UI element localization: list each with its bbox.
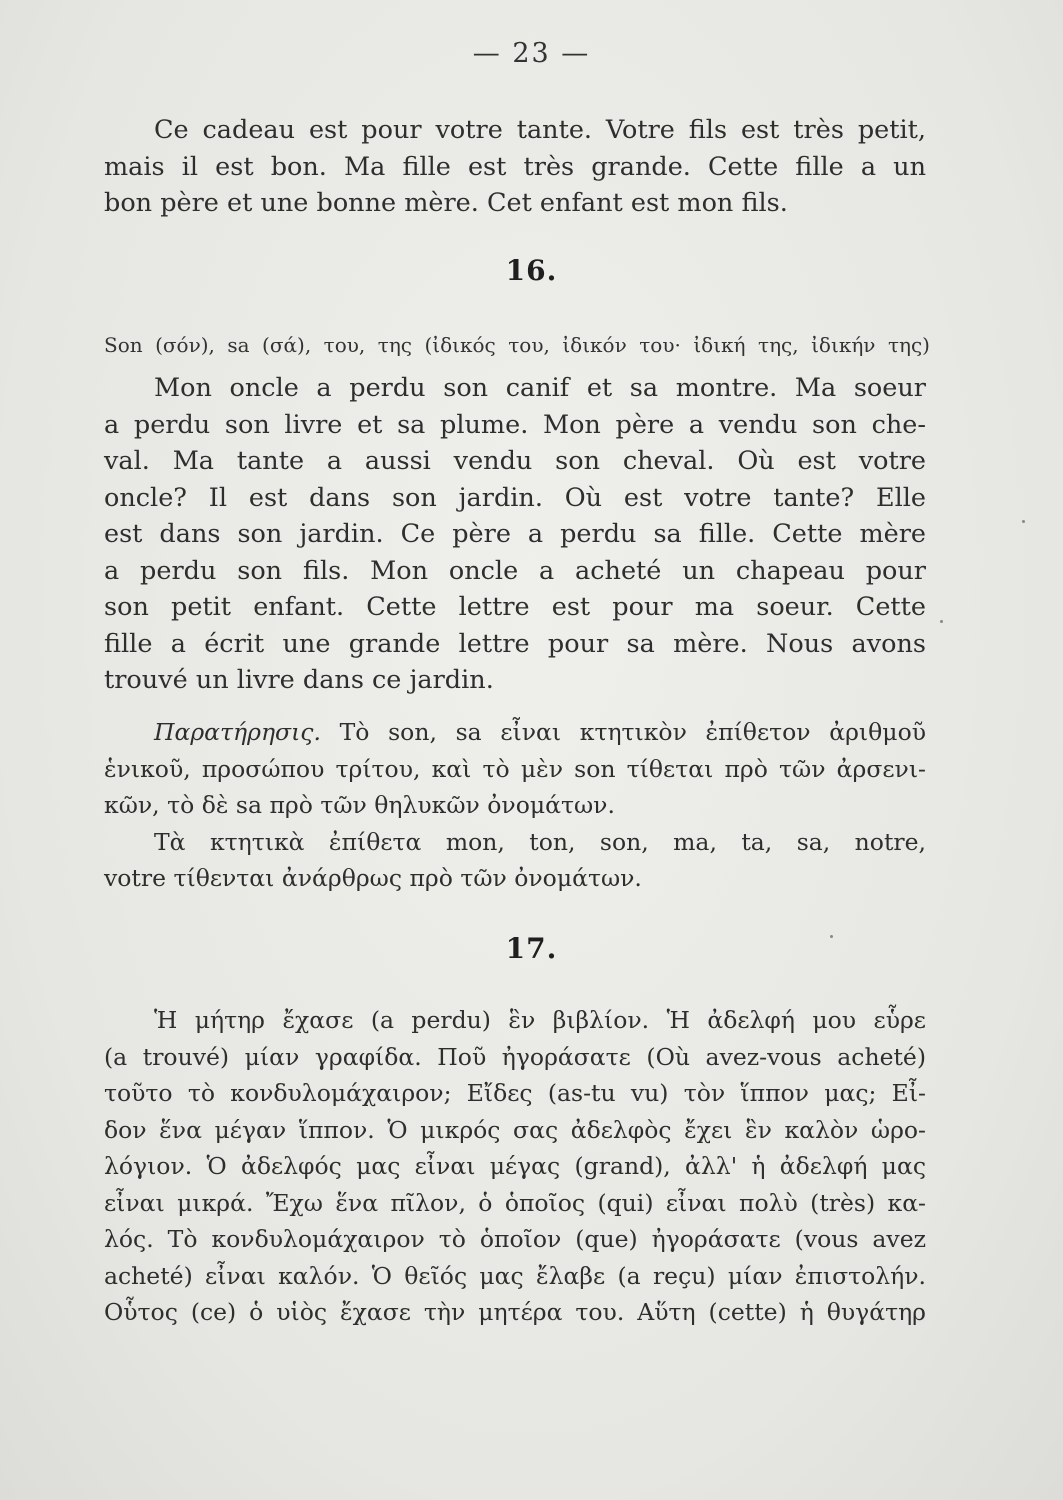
text-line: acheté) εἶναι καλόν. Ὁ θεῖός μας ἔλαβε (a reçu) μίαν ἐπιστολήν. [104,1261,926,1290]
lesson-16-subtitle: Son (σόν), sa (σά), του, της (ἰδικός του, ἰδικόν του· ἰδική της, ἰδικήν της) [104,333,930,357]
remark-line: ἑνικοῦ, προσώπου τρίτου, καὶ τὸ μὲν son τίθεται πρὸ τῶν ἀρσενι- [104,754,926,783]
page-number: — 23 — [472,38,591,69]
exercise-15-text [104,112,926,222]
remark-line: votre τίθενται ἀνάρθρως πρὸ τῶν ὀνομάτων. [104,864,642,892]
text-line: son petit enfant. Cette lettre est pour ma soeur. Cette [104,592,926,622]
text-line: est dans son jardin. Ce père a perdu sa fille. Cette mère [104,519,926,549]
text-line: val. Ma tante a aussi vendu son cheval. Où est votre [104,446,926,476]
remark-label: Παρατήρησις. [154,718,321,746]
paper-speck [830,935,833,938]
text-line: trouvé un livre dans ce jardin. [104,665,494,695]
exercise-16-text [104,370,926,699]
text-line: oncle? Il est dans son jardin. Où est votre tante? Elle [104,482,926,513]
text-line: Mon oncle a perdu son canif et sa montre. Ma soeur [154,373,926,403]
text-line: a perdu son livre et sa plume. Mon père a vendu son che- [104,409,926,440]
text-line: λός. Τὸ κονδυλομάχαιρον τὸ ὁποῖον (que) ἠγοράσατε (vous avez [104,1225,926,1253]
lesson-heading-17: 17. [505,932,558,965]
text-line: τοῦτο τὸ κονδυλομάχαιρον; Εἴδες (as-tu vu) τὸν ἵππον μας; Εἶ- [104,1079,926,1107]
text-line: Οὗτος (ce) ὁ υἱὸς ἔχασε τὴν μητέρα του. Αὕτη (cette) ἡ θυγάτηρ [104,1298,926,1326]
paper-speck [1022,520,1025,523]
text-line: λόγιον. Ὁ ἀδελφός μας εἶναι μέγας (grand), ἀλλ' ἡ ἀδελφή μας [104,1152,926,1180]
grammar-remark [104,714,926,897]
text-line: mais il est bon. Ma fille est très grande. Cette fille a un [104,151,926,182]
paper-speck [940,620,943,623]
text-line: Ἡ μήτηρ ἔχασε (a perdu) ἓν βιβλίον. Ἡ ἀδελφή μου εὗρε [154,1006,926,1034]
remark-line [104,714,926,751]
remark-line-text: Τὸ son, sa εἶναι κτητικὸν ἐπίθετον ἀριθμοῦ [339,718,926,746]
text-line: δον ἕνα μέγαν ἵππον. Ὁ μικρός σας ἀδελφὸς ἔχει ἓν καλὸν ὡρο- [104,1115,926,1144]
text-line: bon père et une bonne mère. Cet enfant est mon fils. [104,188,788,218]
text-line: εἶναι μικρά. Ἔχω ἕνα πῖλον, ὁ ὁποῖος (qui) εἶναι πολὺ (très) κα- [104,1188,926,1217]
remark-line: Τὰ κτητικὰ ἐπίθετα mon, ton, son, ma, ta, sa, notre, [154,827,926,856]
text-line: (a trouvé) μίαν γραφίδα. Ποῦ ἠγοράσατε (Où avez-vous acheté) [104,1042,926,1071]
text-line: fille a écrit une grande lettre pour sa mère. Nous avons [104,628,926,659]
exercise-17-text [104,1002,926,1331]
text-line: Ce cadeau est pour votre tante. Votre fils est très petit, [154,115,926,145]
lesson-heading-16: 16. [505,254,558,287]
remark-line: κῶν, τὸ δὲ sa πρὸ τῶν θηλυκῶν ὀνομάτων. [104,791,615,819]
text-line: a perdu son fils. Mon oncle a acheté un chapeau pour [104,555,926,586]
